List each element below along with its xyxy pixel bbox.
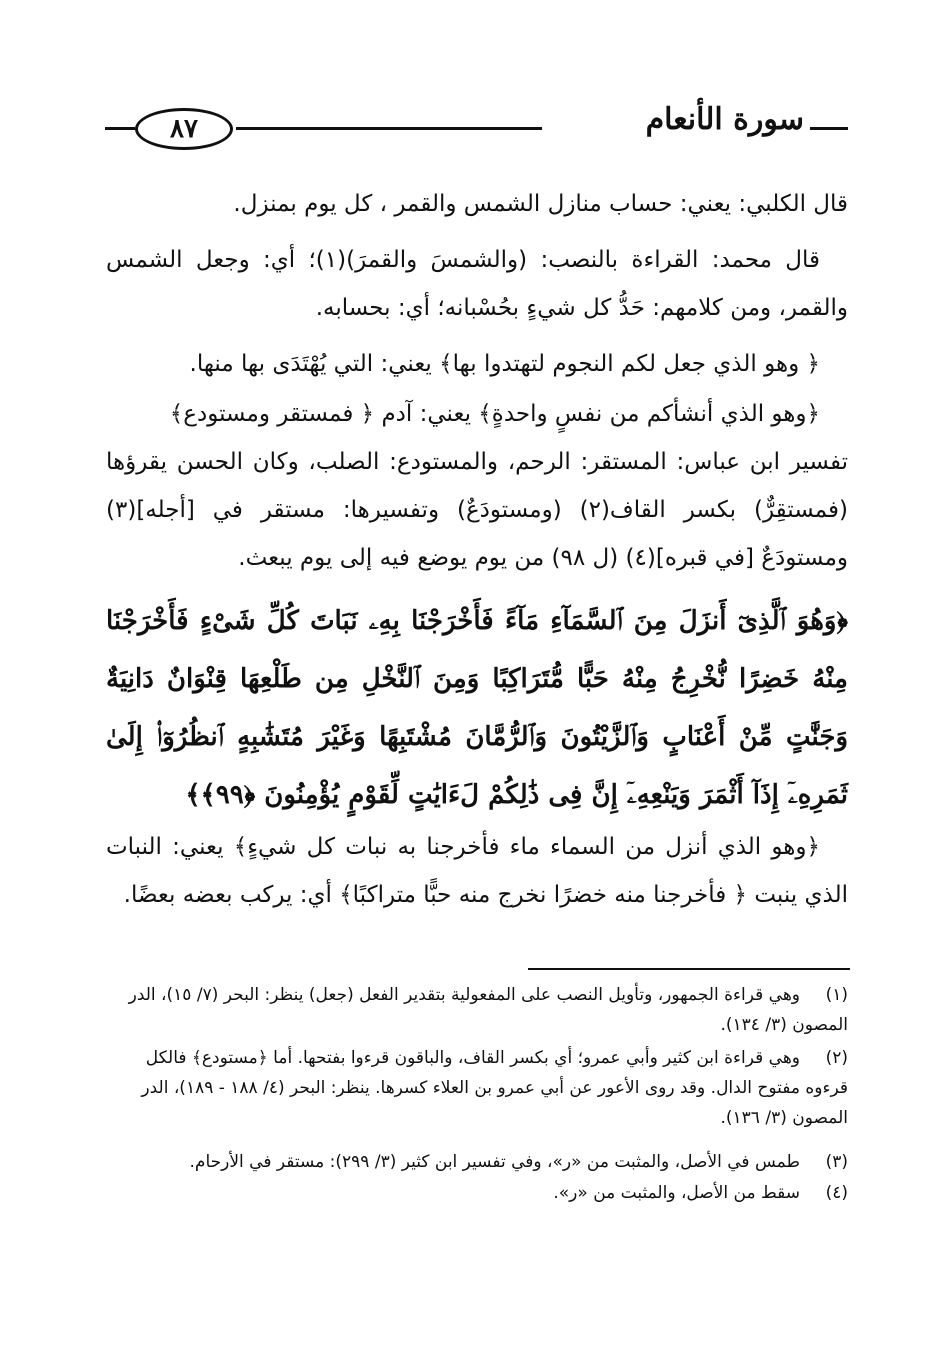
header-rule-left bbox=[105, 127, 135, 130]
footnote-text: وهي قراءة ابن كثير وأبي عمرو؛ أي بكسر القاف، والباقون قرءوا بفتحها. أما ﴿مستودع﴾ فالكل قرءوه مفتوح الدال. وقد روى الأعور عن أبي عمرو بن العلاء كسرها. ينظر: البحر (٤/ ١٨٨ - ١٨٩)، الدر المصون (٣/ ١٣٦). bbox=[141, 1048, 848, 1128]
footnote-number: (١) bbox=[825, 985, 848, 1005]
quran-verse: ﴿وَهُوَ ٱلَّذِىٓ أَنزَلَ مِنَ ٱلسَّمَآءِ مَآءً فَأَخْرَجْنَا بِهِۦ نَبَاتَ كُلِّ شَىْءٍ فَأَخْرَجْنَا مِنْهُ خَضِرًا نُّخْرِجُ مِنْهُ حَبًّا مُّتَرَاكِبًا وَمِنَ ٱلنَّخْلِ مِن طَلْعِهَا قِنْوَانٌ دَانِيَةٌ وَجَنَّٰتٍ مِّنْ أَعْنَابٍ وَٱلزَّيْتُونَ وَٱلرُّمَّانَ مُشْتَبِهًا وَغَيْرَ مُتَشَٰبِهٍ ٱنظُرُوٓا۟ إِلَىٰ ثَمَرِهِۦٓ إِذَآ أَثْمَرَ وَيَنْعِهِۦٓ إِنَّ فِى ذَٰلِكُمْ لَءَايَٰتٍ لِّقَوْمٍ يُؤْمِنُونَ ﴿٩٩﴾﴾ bbox=[106, 606, 848, 810]
footnote-4 bbox=[106, 1178, 848, 1208]
footnote-number: (٣) bbox=[825, 1152, 848, 1172]
footnote-3 bbox=[106, 1147, 848, 1177]
page-number: ٨٧ bbox=[135, 108, 233, 150]
footnote-number: (٢) bbox=[825, 1048, 848, 1068]
footnote-separator bbox=[528, 968, 850, 970]
header-rule-right bbox=[810, 127, 848, 130]
header-rule-middle bbox=[236, 127, 542, 130]
footnote-text: وهي قراءة الجمهور، وتأويل النصب على المفعولية بتقدير الفعل (جعل) ينظر: البحر (٧/ ١٥)، الدر المصون (٣/ ١٣٤). bbox=[128, 985, 848, 1035]
paragraph-3: ﴿ وهو الذي جعل لكم النجوم لتهتدوا بها﴾ يعني: التي يُهْتَدَى بها منها. bbox=[189, 351, 820, 377]
paragraph-5: تفسير ابن عباس: المستقر: الرحم، والمستودع: الصلب، وكان الحسن يقرؤها (فمستقِرٌّ) بكسر القاف(٢) (ومستودَعٌ) وتفسيرها: مستقر في [أجله](٣) ومستودَعٌ [في قبره](٤) (ل ٩٨) من يوم يوضع فيه إلى يوم يبعث. bbox=[106, 449, 848, 571]
footnote-text: طمس في الأصل، والمثبت من «ر»، وفي تفسير ابن كثير (٣/ ٢٩٩): مستقر في الأرحام. bbox=[189, 1152, 800, 1172]
surah-title: سورة الأنعام bbox=[645, 102, 804, 137]
paragraph-6: ﴿وهو الذي أنزل من السماء ماء فأخرجنا به نبات كل شيءٍ﴾ يعني: النبات الذي ينبت ﴿ فأخرجنا منه خضرًا نخرج منه حبًّا متراكبًا﴾ أي: يركب بعضه بعضًا. bbox=[106, 834, 848, 908]
footnote-text: سقط من الأصل، والمثبت من «ر». bbox=[553, 1183, 800, 1203]
footnote-1 bbox=[106, 980, 848, 1040]
paragraph-1: قال الكلبي: يعني: حساب منازل الشمس والقمر ، كل يوم بمنزل. bbox=[233, 191, 848, 217]
footnote-number: (٤) bbox=[825, 1183, 848, 1203]
paragraph-4: ﴿وهو الذي أنشأكم من نفسٍ واحدةٍ﴾ يعني: آدم ﴿ فمستقر ومستودع﴾ bbox=[169, 401, 820, 427]
footnote-2 bbox=[106, 1043, 848, 1133]
paragraph-2: قال محمد: القراءة بالنصب: (والشمسَ والقمرَ)(١)؛ أي: وجعل الشمس والقمر، ومن كلامهم: حَدُّ كل شيءٍ بحُسْبانه؛ أي: بحسابه. bbox=[106, 247, 848, 321]
